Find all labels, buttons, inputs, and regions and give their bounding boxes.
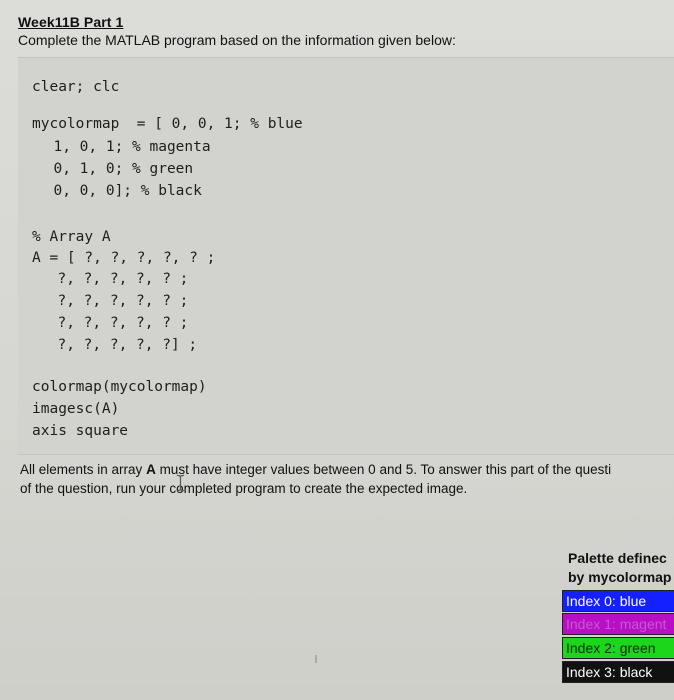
code-line: ?, ?, ?, ?, ? ; <box>40 293 189 309</box>
array-name: A <box>146 462 156 477</box>
code-line: colormap(mycolormap) <box>32 379 207 395</box>
code-line: mycolormap = [ 0, 0, 1; % blue <box>32 116 303 132</box>
code-line: axis square <box>32 423 129 439</box>
code-line: 1, 0, 1; % magenta <box>36 139 211 155</box>
palette-title-line-2: by mycolormap <box>568 569 672 585</box>
code-line: 0, 0, 0]; % black <box>36 183 202 199</box>
code-line: ?, ?, ?, ?, ?] ; <box>40 337 198 353</box>
page-speck <box>315 655 317 663</box>
text-cursor-icon <box>176 474 185 492</box>
palette-entry: Index 3: black <box>562 661 674 683</box>
code-line: ?, ?, ?, ?, ? ; <box>40 315 189 331</box>
palette-title: Palette definec <box>568 550 667 566</box>
palette-entry: Index 1: magent <box>562 613 674 635</box>
code-line: % Array A <box>32 229 111 245</box>
code-line: 0, 1, 0; % green <box>36 161 194 177</box>
code-line: ?, ?, ?, ?, ? ; <box>40 271 189 287</box>
description-line-2: of the question, run your completed program to create the expected image. <box>20 481 468 496</box>
palette-entry: Index 2: green <box>562 637 674 659</box>
palette-entry: Index 0: blue <box>562 590 674 612</box>
instruction-text: Complete the MATLAB program based on the information given below: <box>18 32 456 48</box>
page-title: Week11B Part 1 <box>18 14 124 30</box>
description-line-1: All elements in array A must have integer values between 0 and 5. To answer this part of the questi <box>20 462 612 477</box>
code-line: imagesc(A) <box>32 401 120 417</box>
code-line: clear; clc <box>32 79 120 95</box>
code-line: A = [ ?, ?, ?, ?, ? ; <box>32 250 216 266</box>
